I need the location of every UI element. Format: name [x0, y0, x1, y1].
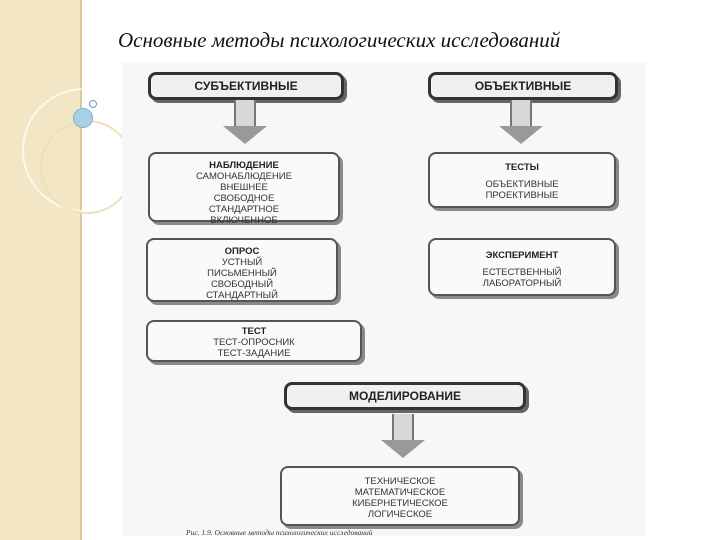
arrow-down-icon — [378, 414, 428, 460]
arrow-down-icon — [496, 100, 546, 146]
survey-item: СВОБОДНЫЙ — [210, 279, 274, 290]
modeling-type: ТЕХНИЧЕСКОЕ — [364, 476, 436, 487]
survey-heading: ОПРОС — [224, 246, 260, 257]
observation-item: ВНЕШНЕЕ — [220, 182, 268, 193]
observation-item: СТАНДАРТНОЕ — [208, 204, 280, 215]
observation-item: ВКЛЮЧЕННОЕ — [210, 215, 278, 226]
modeling-type: МАТЕМАТИЧЕСКОЕ — [354, 487, 446, 498]
experiment-box — [428, 238, 616, 296]
survey-item: УСТНЫЙ — [221, 257, 263, 268]
arrow-down-icon — [220, 100, 270, 146]
decorative-small-dot — [89, 100, 97, 108]
slide-title: Основные методы психологических исследований — [118, 28, 561, 52]
test-heading: ТЕСТ — [241, 326, 267, 337]
tests-box — [428, 152, 616, 208]
modeling-type: ЛОГИЧЕСКОЕ — [367, 509, 433, 520]
experiment-item: ЛАБОРАТОРНЫЙ — [482, 278, 562, 289]
survey-item: СТАНДАРТНЫЙ — [206, 290, 278, 301]
survey-item: ПИСЬМЕННЫЙ — [207, 268, 277, 279]
test-item: ТЕСТ-ОПРОСНИК — [213, 337, 295, 348]
decorative-sidebar — [0, 0, 80, 540]
observation-item: САМОНАБЛЮДЕНИЕ — [196, 171, 292, 182]
survey-box — [146, 238, 338, 302]
experiment-heading: ЭКСПЕРИМЕНТ — [485, 250, 559, 261]
tests-item: ОБЪЕКТИВНЫЕ — [485, 179, 559, 190]
subjective-header: СУБЪЕКТИВНЫЕ — [148, 72, 344, 100]
test-item: ТЕСТ-ЗАДАНИЕ — [217, 348, 291, 359]
modeling-type: КИБЕРНЕТИЧЕСКОЕ — [352, 498, 448, 509]
objective-header: ОБЪЕКТИВНЫЕ — [428, 72, 618, 100]
observation-item: СВОБОДНОЕ — [213, 193, 275, 204]
decorative-ring-inner — [40, 120, 134, 214]
figure-caption: Рис. 1.9. Основные методы психологических исследований — [186, 528, 373, 537]
observation-box — [148, 152, 340, 226]
tests-item: ПРОЕКТИВНЫЕ — [485, 190, 559, 201]
test-box — [146, 320, 362, 362]
modeling-types-box — [280, 466, 520, 526]
decorative-dot — [73, 108, 93, 128]
tests-heading: ТЕСТЫ — [505, 162, 539, 173]
experiment-item: ЕСТЕСТВЕННЫЙ — [482, 267, 562, 278]
modeling-header: МОДЕЛИРОВАНИЕ — [284, 382, 526, 410]
sidebar-edge — [80, 0, 82, 540]
observation-heading: НАБЛЮДЕНИЕ — [209, 160, 279, 171]
